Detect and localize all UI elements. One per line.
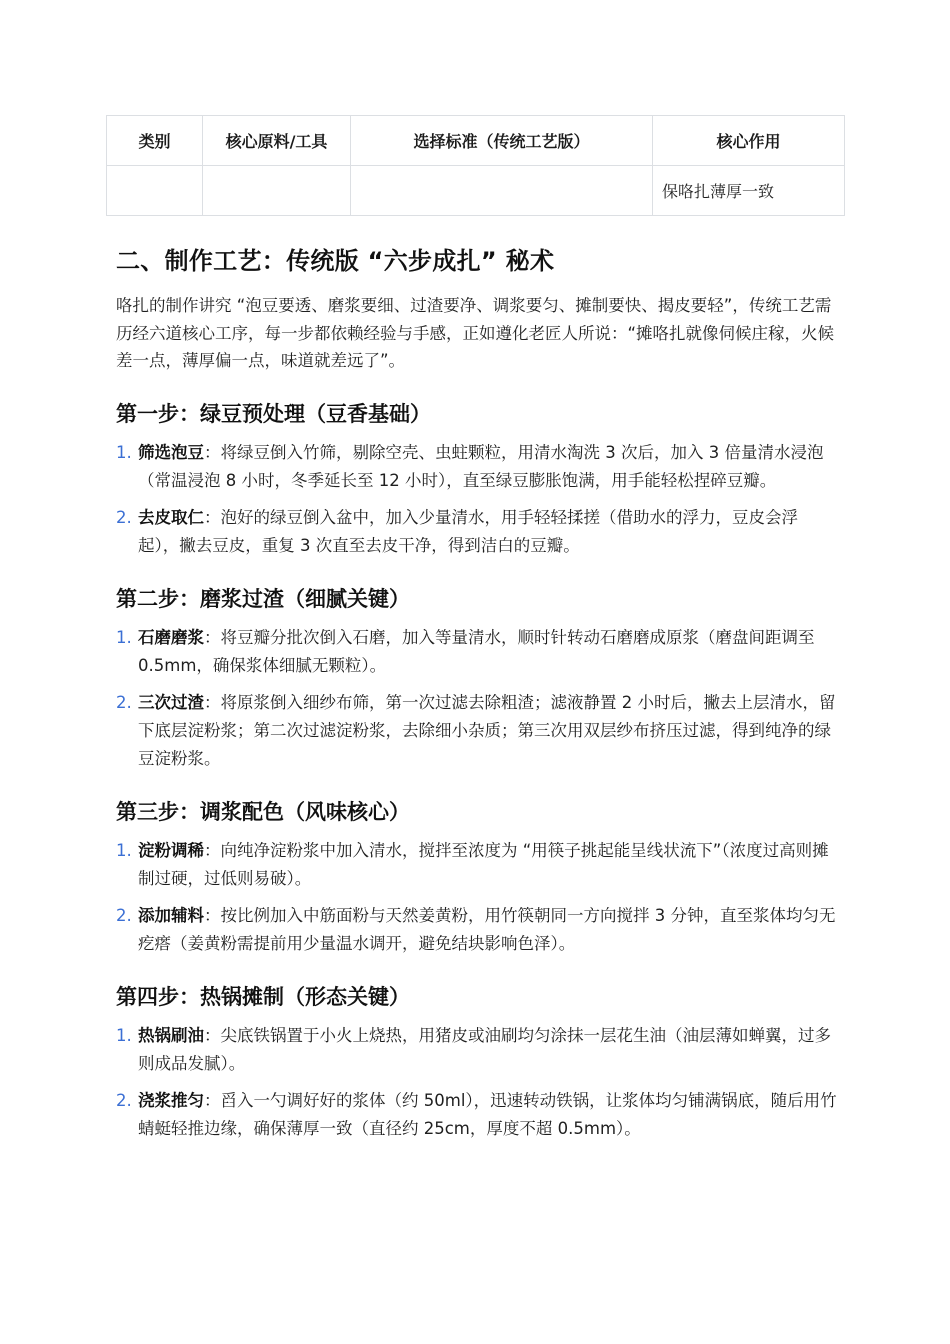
step-1-title: 第一步：绿豆预处理（豆香基础） (116, 401, 431, 426)
list-item (116, 624, 838, 680)
item-text: ：将绿豆倒入竹筛，剔除空壳、虫蛀颗粒，用清水淘洗 3 次后，加入 3 倍量清水浸泡（常温浸泡 8 小时，冬季延长至 12 小时），直至绿豆膨胀饱满，用手能轻松捏碎豆瓣。 (138, 442, 824, 490)
item-keyword: 浇浆推匀 (138, 1090, 204, 1110)
ingredient-table (106, 115, 845, 216)
item-keyword: 热锅刷油 (138, 1025, 204, 1045)
list-number: 1. (116, 627, 132, 647)
table-cell-function: 保咯扎薄厚一致 (653, 166, 845, 216)
section-title: 二、制作工艺：传统版 “六步成扎” 秘术 (116, 247, 555, 275)
item-keyword: 淀粉调稀 (138, 840, 204, 860)
table-header-material: 核心原料/工具 (203, 116, 351, 166)
item-keyword: 添加辅料 (138, 905, 204, 925)
list-item (116, 837, 838, 893)
step-3-list (116, 837, 838, 958)
list-number: 2. (116, 507, 132, 527)
list-item (116, 439, 838, 495)
list-number: 1. (116, 1025, 132, 1045)
table-cell-criteria (351, 166, 653, 216)
item-text: ：泡好的绿豆倒入盆中，加入少量清水，用手轻轻揉搓（借助水的浮力，豆皮会浮起），撇去豆皮，重复 3 次直至去皮干净，得到洁白的豆瓣。 (138, 507, 798, 555)
main-content (116, 240, 838, 1152)
list-number: 2. (116, 1090, 132, 1110)
item-text: ：按比例加入中筋面粉与天然姜黄粉，用竹筷朝同一方向搅拌 3 分钟，直至浆体均匀无疙瘩（姜黄粉需提前用少量温水调开，避免结块影响色泽）。 (138, 905, 836, 953)
list-item (116, 902, 838, 958)
list-number: 2. (116, 692, 132, 712)
list-number: 1. (116, 442, 132, 462)
table-header-criteria: 选择标准（传统工艺版） (351, 116, 653, 166)
step-4-title: 第四步：热锅摊制（形态关键） (116, 984, 410, 1009)
table-header-row (107, 116, 845, 166)
list-item (116, 1022, 838, 1078)
item-text: ：舀入一勺调好好的浆体（约 50ml），迅速转动铁锅，让浆体均匀铺满锅底，随后用竹蜻蜓轻推边缘，确保薄厚一致（直径约 25cm，厚度不超 0.5mm）。 (138, 1090, 837, 1138)
step-3-title: 第三步：调浆配色（风味核心） (116, 799, 410, 824)
step-2-list (116, 624, 838, 773)
item-keyword: 去皮取仁 (138, 507, 204, 527)
item-text: ：尖底铁锅置于小火上烧热，用猪皮或油刷均匀涂抹一层花生油（油层薄如蝉翼，过多则成品发腻）。 (138, 1025, 831, 1073)
list-number: 2. (116, 905, 132, 925)
item-text: ：将豆瓣分批次倒入石磨，加入等量清水，顺时针转动石磨磨成原浆（磨盘间距调至 0.5mm，确保浆体细腻无颗粒）。 (138, 627, 815, 675)
table-row (107, 166, 845, 216)
step-1-list (116, 439, 838, 560)
section-intro: 咯扎的制作讲究 “泡豆要透、磨浆要细、过渣要净、调浆要匀、摊制要快、揭皮要轻”，传统工艺需历经六道核心工序，每一步都依赖经验与手感，正如遵化老匠人所说：“摊咯扎就像伺候庄稼，火候差一点，薄厚偏一点，味道就差远了”。 (116, 296, 835, 370)
item-text: ：将原浆倒入细纱布筛，第一次过滤去除粗渣；滤液静置 2 小时后，撇去上层清水，留下底层淀粉浆；第二次过滤淀粉浆，去除细小杂质；第三次用双层纱布挤压过滤，得到纯净的绿豆淀粉浆。 (138, 692, 836, 768)
table-header-function: 核心作用 (653, 116, 845, 166)
table-header-category: 类别 (107, 116, 203, 166)
item-keyword: 三次过渣 (138, 692, 204, 712)
step-2-title: 第二步：磨浆过渣（细腻关键） (116, 586, 410, 611)
list-item (116, 689, 838, 773)
list-item (116, 1087, 838, 1143)
table-cell-category (107, 166, 203, 216)
item-keyword: 石磨磨浆 (138, 627, 204, 647)
list-item (116, 504, 838, 560)
list-number: 1. (116, 840, 132, 860)
step-4-list (116, 1022, 838, 1143)
item-keyword: 筛选泡豆 (138, 442, 204, 462)
item-text: ：向纯净淀粉浆中加入清水，搅拌至浓度为 “用筷子挑起能呈线状流下”（浓度过高则摊制过硬，过低则易破）。 (138, 840, 829, 888)
table-cell-material (203, 166, 351, 216)
